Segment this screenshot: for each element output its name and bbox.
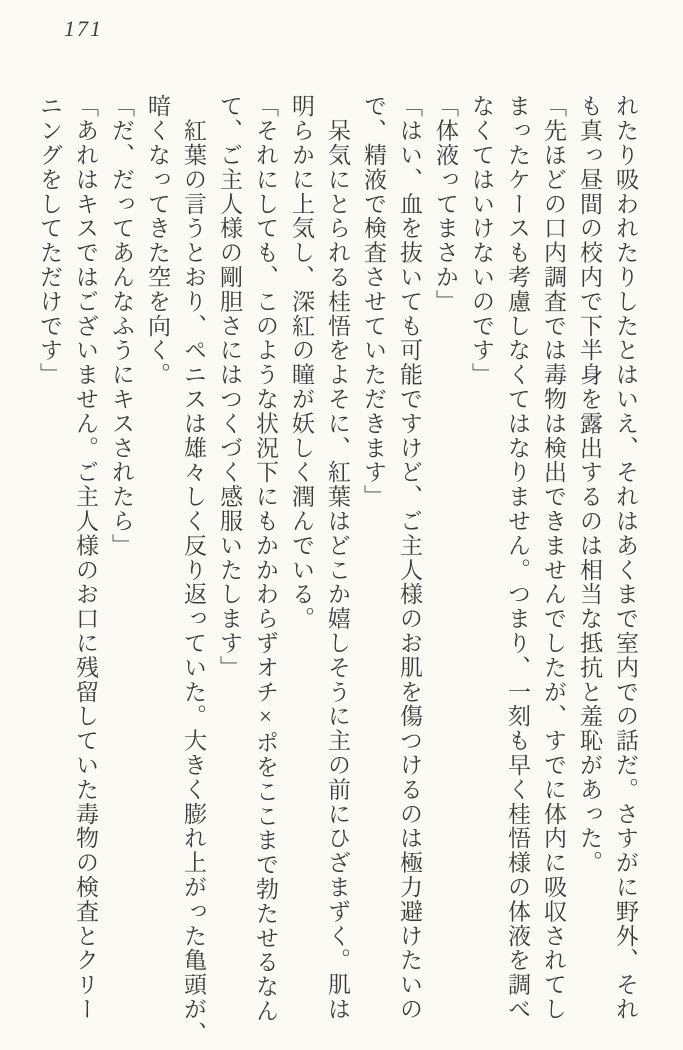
text-line: 明らかに上気し、深紅の瞳が妖しく潤んでいる。 bbox=[289, 94, 314, 631]
text-line: なくてはいけないのです」 bbox=[469, 94, 494, 387]
text-line: まったケースも考慮しなくてはなりません。つまり、一刻も早く桂悟様の体液を調べ bbox=[505, 94, 530, 1022]
text-line: 暗くなってきた空を向く。 bbox=[145, 94, 170, 387]
text-line: 「だ、だってあんなふうにキスされたら」 bbox=[109, 94, 134, 558]
text-line: て、ご主人様の剛胆さにはつくづく感服いたします」 bbox=[217, 94, 242, 680]
text-line: 「はい、血を抜いても可能ですけど、ご主人様のお肌を傷つけるのは極力避けたいの bbox=[397, 94, 422, 1022]
text-line: れたり吸われたりしたとはいえ、それはあくまで室内での話だ。さすがに野外、それ bbox=[613, 94, 638, 1022]
text-line: 「体液ってまさか」 bbox=[433, 94, 458, 314]
text-line: 「あれはキスではございません。ご主人様のお口に残留していた毒物の検査とクリー bbox=[73, 94, 98, 1022]
page-number: 171 bbox=[64, 16, 103, 41]
text-line: 紅葉の言うとおり、ペニスは雄々しく反り返っていた。大きく膨れ上がった亀頭が、 bbox=[181, 94, 206, 1046]
text-block bbox=[31, 94, 643, 1046]
text-line: で、精液で検査させていただきます」 bbox=[361, 94, 386, 509]
text-line: ニングをしてただけです」 bbox=[37, 94, 62, 387]
text-line: 呆気にとられる桂悟をよそに、紅葉はどこか嬉しそうに主の前にひざまずく。肌は bbox=[325, 94, 350, 1022]
text-line: も真っ昼間の校内で下半身を露出するのは相当な抵抗と羞恥があった。 bbox=[577, 94, 602, 875]
text-line: 「先ほどの口内調査では毒物は検出できませんでしたが、すでに体内に吸収されてし bbox=[541, 94, 566, 1022]
text-line: 「それにしても、このような状況下にもかかわらずオチ×ポをここまで勃たせるなん bbox=[253, 94, 278, 1024]
